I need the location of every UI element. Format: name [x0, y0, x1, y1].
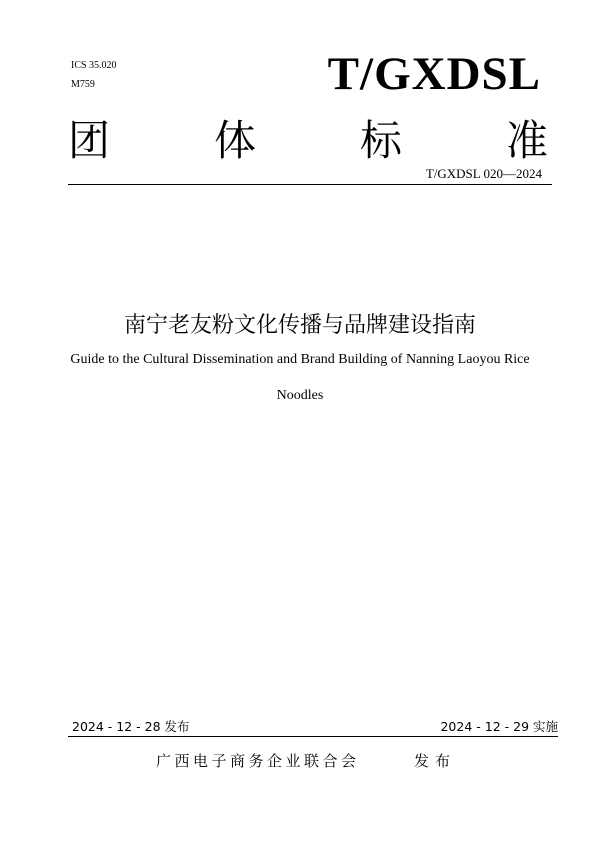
implementation-date: 2024 - 12 - 29 实施	[440, 719, 558, 734]
header-divider	[68, 184, 552, 185]
ics-code: ICS 35.020	[71, 60, 117, 71]
document-title-zh: 南宁老友粉文化传播与品牌建设指南	[123, 313, 476, 338]
standard-type-char: 体	[213, 116, 256, 165]
issue-date: 2024 - 12 - 28 发布	[72, 719, 190, 734]
standard-type-heading	[68, 118, 548, 164]
document-title-en-line1: Guide to the Cultural Dissemination and Brand Building of Nanning Laoyou Rice	[70, 352, 530, 367]
standard-type-char: 准	[505, 116, 548, 165]
organization-code: T/GXDSL	[327, 48, 541, 100]
footer-divider	[68, 736, 558, 737]
document-title-en-line2: Noodles	[276, 388, 324, 403]
standard-number: T/GXDSL 020—2024	[425, 166, 542, 181]
ccs-code: M759	[71, 79, 95, 90]
publish-label: 发布	[414, 752, 457, 770]
publisher-name: 广西电子商务企业联合会	[156, 752, 360, 770]
standard-type-char: 团	[68, 116, 111, 165]
standard-type-char: 标	[359, 116, 402, 165]
